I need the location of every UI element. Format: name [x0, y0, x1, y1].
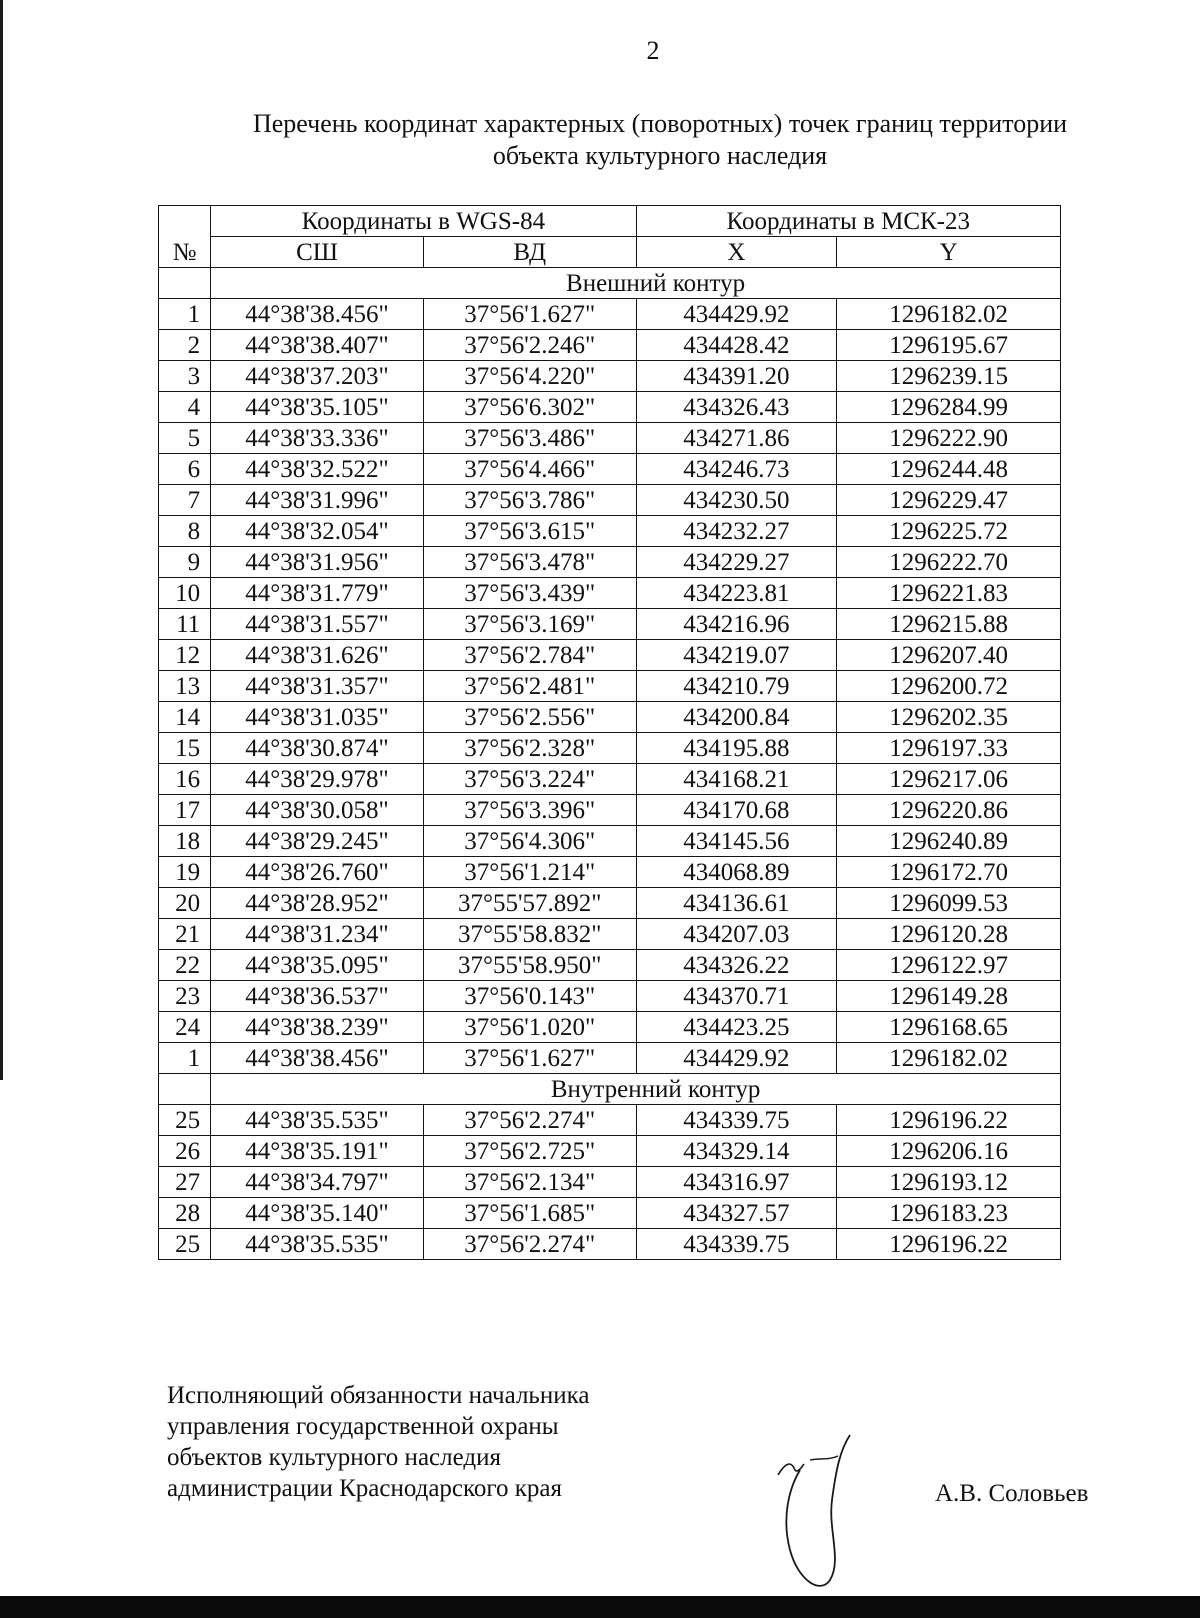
cell-y: 1296182.02: [837, 299, 1061, 330]
cell-point-number: 7: [159, 485, 211, 516]
cell-y: 1296195.67: [837, 330, 1061, 361]
cell-y: 1296222.70: [837, 547, 1061, 578]
table-row: [159, 826, 1061, 857]
cell-latitude: 44°38'30.058": [211, 795, 424, 826]
cell-point-number: 25: [159, 1105, 211, 1136]
cell-x: 434145.56: [636, 826, 837, 857]
cell-latitude: 44°38'38.407": [211, 330, 424, 361]
cell-x: 434428.42: [636, 330, 837, 361]
cell-y: 1296099.53: [837, 888, 1061, 919]
cell-point-number: 9: [159, 547, 211, 578]
cell-longitude: 37°56'2.274": [423, 1229, 636, 1260]
cell-y: 1296197.33: [837, 733, 1061, 764]
cell-longitude: 37°56'2.134": [423, 1167, 636, 1198]
cell-longitude: 37°56'3.615": [423, 516, 636, 547]
table-row: [159, 1043, 1061, 1074]
table-row: [159, 888, 1061, 919]
table-row: [159, 795, 1061, 826]
signer-position-line: Исполняющий обязанности начальника: [167, 1382, 590, 1409]
table-row: [159, 578, 1061, 609]
cell-y: 1296221.83: [837, 578, 1061, 609]
cell-latitude: 44°38'33.336": [211, 423, 424, 454]
document-title-line-1: Перечень координат характерных (поворотных) точек границ территории: [252, 109, 1068, 138]
section-number-cell: [159, 268, 211, 299]
header-msk-group: Координаты в МСК-23: [636, 206, 1060, 237]
handwritten-signature: [770, 1430, 880, 1600]
cell-latitude: 44°38'26.760": [211, 857, 424, 888]
cell-x: 434168.21: [636, 764, 837, 795]
cell-y: 1296168.65: [837, 1012, 1061, 1043]
cell-longitude: 37°56'1.214": [423, 857, 636, 888]
signer-position-line: объектов культурного наследия: [167, 1444, 501, 1471]
scan-bottom-band: [0, 1596, 1200, 1618]
cell-x: 434339.75: [636, 1229, 837, 1260]
cell-longitude: 37°56'3.486": [423, 423, 636, 454]
cell-longitude: 37°56'2.725": [423, 1136, 636, 1167]
cell-latitude: 44°38'35.105": [211, 392, 424, 423]
cell-latitude: 44°38'31.234": [211, 919, 424, 950]
cell-latitude: 44°38'38.456": [211, 1043, 424, 1074]
cell-longitude: 37°56'4.220": [423, 361, 636, 392]
cell-point-number: 26: [159, 1136, 211, 1167]
cell-x: 434068.89: [636, 857, 837, 888]
cell-point-number: 1: [159, 1043, 211, 1074]
cell-longitude: 37°55'58.950": [423, 950, 636, 981]
cell-point-number: 24: [159, 1012, 211, 1043]
signer-position: [167, 1380, 589, 1504]
cell-point-number: 21: [159, 919, 211, 950]
cell-latitude: 44°38'29.978": [211, 764, 424, 795]
cell-point-number: 22: [159, 950, 211, 981]
table-row: [159, 423, 1061, 454]
cell-longitude: 37°56'4.306": [423, 826, 636, 857]
header-row-columns: [159, 237, 1061, 268]
cell-longitude: 37°55'57.892": [423, 888, 636, 919]
cell-longitude: 37°56'3.478": [423, 547, 636, 578]
cell-point-number: 12: [159, 640, 211, 671]
table-row: [159, 981, 1061, 1012]
header-wgs-group: Координаты в WGS-84: [211, 206, 636, 237]
section-header-row: [159, 268, 1061, 299]
cell-latitude: 44°38'35.535": [211, 1105, 424, 1136]
table-row: [159, 330, 1061, 361]
table-row: [159, 733, 1061, 764]
cell-y: 1296202.35: [837, 702, 1061, 733]
cell-x: 434271.86: [636, 423, 837, 454]
cell-point-number: 10: [159, 578, 211, 609]
cell-latitude: 44°38'31.035": [211, 702, 424, 733]
cell-y: 1296222.90: [837, 423, 1061, 454]
document-title: [150, 108, 1170, 172]
cell-point-number: 4: [159, 392, 211, 423]
table-row: [159, 1012, 1061, 1043]
cell-x: 434327.57: [636, 1198, 837, 1229]
cell-x: 434200.84: [636, 702, 837, 733]
page-number: 2: [646, 36, 660, 65]
cell-point-number: 14: [159, 702, 211, 733]
cell-x: 434170.68: [636, 795, 837, 826]
cell-point-number: 18: [159, 826, 211, 857]
cell-x: 434232.27: [636, 516, 837, 547]
cell-latitude: 44°38'30.874": [211, 733, 424, 764]
cell-y: 1296244.48: [837, 454, 1061, 485]
cell-x: 434207.03: [636, 919, 837, 950]
table-row: [159, 454, 1061, 485]
cell-longitude: 37°56'2.784": [423, 640, 636, 671]
section-header-row: [159, 1074, 1061, 1105]
cell-point-number: 13: [159, 671, 211, 702]
cell-point-number: 1: [159, 299, 211, 330]
table-row: [159, 1229, 1061, 1260]
table-row: [159, 299, 1061, 330]
cell-longitude: 37°56'6.302": [423, 392, 636, 423]
document-title-line-2: объекта культурного наследия: [492, 141, 828, 170]
cell-point-number: 17: [159, 795, 211, 826]
cell-x: 434391.20: [636, 361, 837, 392]
cell-latitude: 44°38'35.535": [211, 1229, 424, 1260]
table-row: [159, 1105, 1061, 1136]
cell-point-number: 15: [159, 733, 211, 764]
header-y: Y: [837, 237, 1061, 268]
cell-y: 1296193.12: [837, 1167, 1061, 1198]
cell-longitude: 37°56'2.328": [423, 733, 636, 764]
cell-x: 434423.25: [636, 1012, 837, 1043]
cell-y: 1296215.88: [837, 609, 1061, 640]
cell-point-number: 16: [159, 764, 211, 795]
cell-latitude: 44°38'31.956": [211, 547, 424, 578]
cell-longitude: 37°56'1.627": [423, 299, 636, 330]
cell-latitude: 44°38'32.054": [211, 516, 424, 547]
table-row: [159, 1167, 1061, 1198]
cell-x: 434329.14: [636, 1136, 837, 1167]
cell-longitude: 37°56'2.274": [423, 1105, 636, 1136]
cell-x: 434229.27: [636, 547, 837, 578]
cell-longitude: 37°56'3.396": [423, 795, 636, 826]
cell-point-number: 2: [159, 330, 211, 361]
table-row: [159, 671, 1061, 702]
header-x: X: [636, 237, 837, 268]
cell-y: 1296220.86: [837, 795, 1061, 826]
table-row: [159, 764, 1061, 795]
cell-y: 1296149.28: [837, 981, 1061, 1012]
header-row-groups: [159, 206, 1061, 237]
cell-longitude: 37°56'2.481": [423, 671, 636, 702]
cell-point-number: 6: [159, 454, 211, 485]
cell-y: 1296239.15: [837, 361, 1061, 392]
cell-point-number: 3: [159, 361, 211, 392]
header-lon: ВД: [423, 237, 636, 268]
cell-latitude: 44°38'34.797": [211, 1167, 424, 1198]
cell-x: 434429.92: [636, 1043, 837, 1074]
cell-latitude: 44°38'37.203": [211, 361, 424, 392]
cell-y: 1296172.70: [837, 857, 1061, 888]
cell-y: 1296196.22: [837, 1229, 1061, 1260]
cell-longitude: 37°56'3.169": [423, 609, 636, 640]
cell-latitude: 44°38'36.537": [211, 981, 424, 1012]
table-row: [159, 919, 1061, 950]
cell-latitude: 44°38'32.522": [211, 454, 424, 485]
cell-longitude: 37°56'4.466": [423, 454, 636, 485]
cell-latitude: 44°38'35.140": [211, 1198, 424, 1229]
cell-x: 434316.97: [636, 1167, 837, 1198]
cell-point-number: 28: [159, 1198, 211, 1229]
cell-latitude: 44°38'38.239": [211, 1012, 424, 1043]
table-row: [159, 857, 1061, 888]
cell-x: 434326.43: [636, 392, 837, 423]
cell-point-number: 23: [159, 981, 211, 1012]
cell-point-number: 5: [159, 423, 211, 454]
section-title: Внешний контур: [211, 268, 1061, 299]
signer-name: А.В. Соловьев: [935, 1480, 1089, 1507]
cell-y: 1296284.99: [837, 392, 1061, 423]
cell-x: 434219.07: [636, 640, 837, 671]
cell-x: 434429.92: [636, 299, 837, 330]
table-row: [159, 950, 1061, 981]
cell-y: 1296207.40: [837, 640, 1061, 671]
section-number-cell: [159, 1074, 211, 1105]
coordinates-table: [158, 205, 1061, 1260]
cell-x: 434136.61: [636, 888, 837, 919]
cell-longitude: 37°56'1.627": [423, 1043, 636, 1074]
cell-longitude: 37°56'3.786": [423, 485, 636, 516]
header-lat: СШ: [211, 237, 424, 268]
cell-point-number: 27: [159, 1167, 211, 1198]
table-row: [159, 1136, 1061, 1167]
cell-x: 434195.88: [636, 733, 837, 764]
cell-y: 1296240.89: [837, 826, 1061, 857]
cell-y: 1296120.28: [837, 919, 1061, 950]
section-title: Внутренний контур: [211, 1074, 1061, 1105]
cell-latitude: 44°38'38.456": [211, 299, 424, 330]
header-number: №: [159, 206, 211, 268]
cell-x: 434216.96: [636, 609, 837, 640]
cell-latitude: 44°38'35.191": [211, 1136, 424, 1167]
cell-x: 434223.81: [636, 578, 837, 609]
table-row: [159, 392, 1061, 423]
coordinates-table-body: [159, 268, 1061, 1260]
cell-longitude: 37°56'0.143": [423, 981, 636, 1012]
table-row: [159, 547, 1061, 578]
cell-y: 1296183.23: [837, 1198, 1061, 1229]
cell-longitude: 37°56'2.246": [423, 330, 636, 361]
cell-latitude: 44°38'31.557": [211, 609, 424, 640]
cell-latitude: 44°38'31.779": [211, 578, 424, 609]
cell-latitude: 44°38'31.357": [211, 671, 424, 702]
cell-point-number: 11: [159, 609, 211, 640]
cell-x: 434370.71: [636, 981, 837, 1012]
cell-y: 1296229.47: [837, 485, 1061, 516]
cell-point-number: 20: [159, 888, 211, 919]
cell-x: 434339.75: [636, 1105, 837, 1136]
cell-y: 1296225.72: [837, 516, 1061, 547]
table-row: [159, 361, 1061, 392]
scan-edge-line: [0, 0, 3, 1080]
cell-latitude: 44°38'29.245": [211, 826, 424, 857]
table-row: [159, 485, 1061, 516]
cell-longitude: 37°56'3.224": [423, 764, 636, 795]
table-row: [159, 516, 1061, 547]
table-row: [159, 609, 1061, 640]
cell-x: 434246.73: [636, 454, 837, 485]
table-row: [159, 1198, 1061, 1229]
cell-y: 1296200.72: [837, 671, 1061, 702]
coordinates-table-header: [159, 206, 1061, 268]
signer-position-line: администрации Краснодарского края: [167, 1475, 563, 1502]
cell-latitude: 44°38'31.626": [211, 640, 424, 671]
cell-x: 434326.22: [636, 950, 837, 981]
cell-y: 1296217.06: [837, 764, 1061, 795]
cell-y: 1296122.97: [837, 950, 1061, 981]
cell-y: 1296182.02: [837, 1043, 1061, 1074]
cell-point-number: 8: [159, 516, 211, 547]
cell-longitude: 37°56'3.439": [423, 578, 636, 609]
cell-longitude: 37°55'58.832": [423, 919, 636, 950]
signer-position-line: управления государственной охраны: [167, 1413, 559, 1440]
cell-x: 434230.50: [636, 485, 837, 516]
cell-longitude: 37°56'1.020": [423, 1012, 636, 1043]
cell-y: 1296206.16: [837, 1136, 1061, 1167]
cell-point-number: 19: [159, 857, 211, 888]
cell-point-number: 25: [159, 1229, 211, 1260]
cell-latitude: 44°38'31.996": [211, 485, 424, 516]
cell-latitude: 44°38'28.952": [211, 888, 424, 919]
cell-x: 434210.79: [636, 671, 837, 702]
table-row: [159, 640, 1061, 671]
cell-y: 1296196.22: [837, 1105, 1061, 1136]
table-row: [159, 702, 1061, 733]
cell-longitude: 37°56'1.685": [423, 1198, 636, 1229]
cell-latitude: 44°38'35.095": [211, 950, 424, 981]
cell-longitude: 37°56'2.556": [423, 702, 636, 733]
